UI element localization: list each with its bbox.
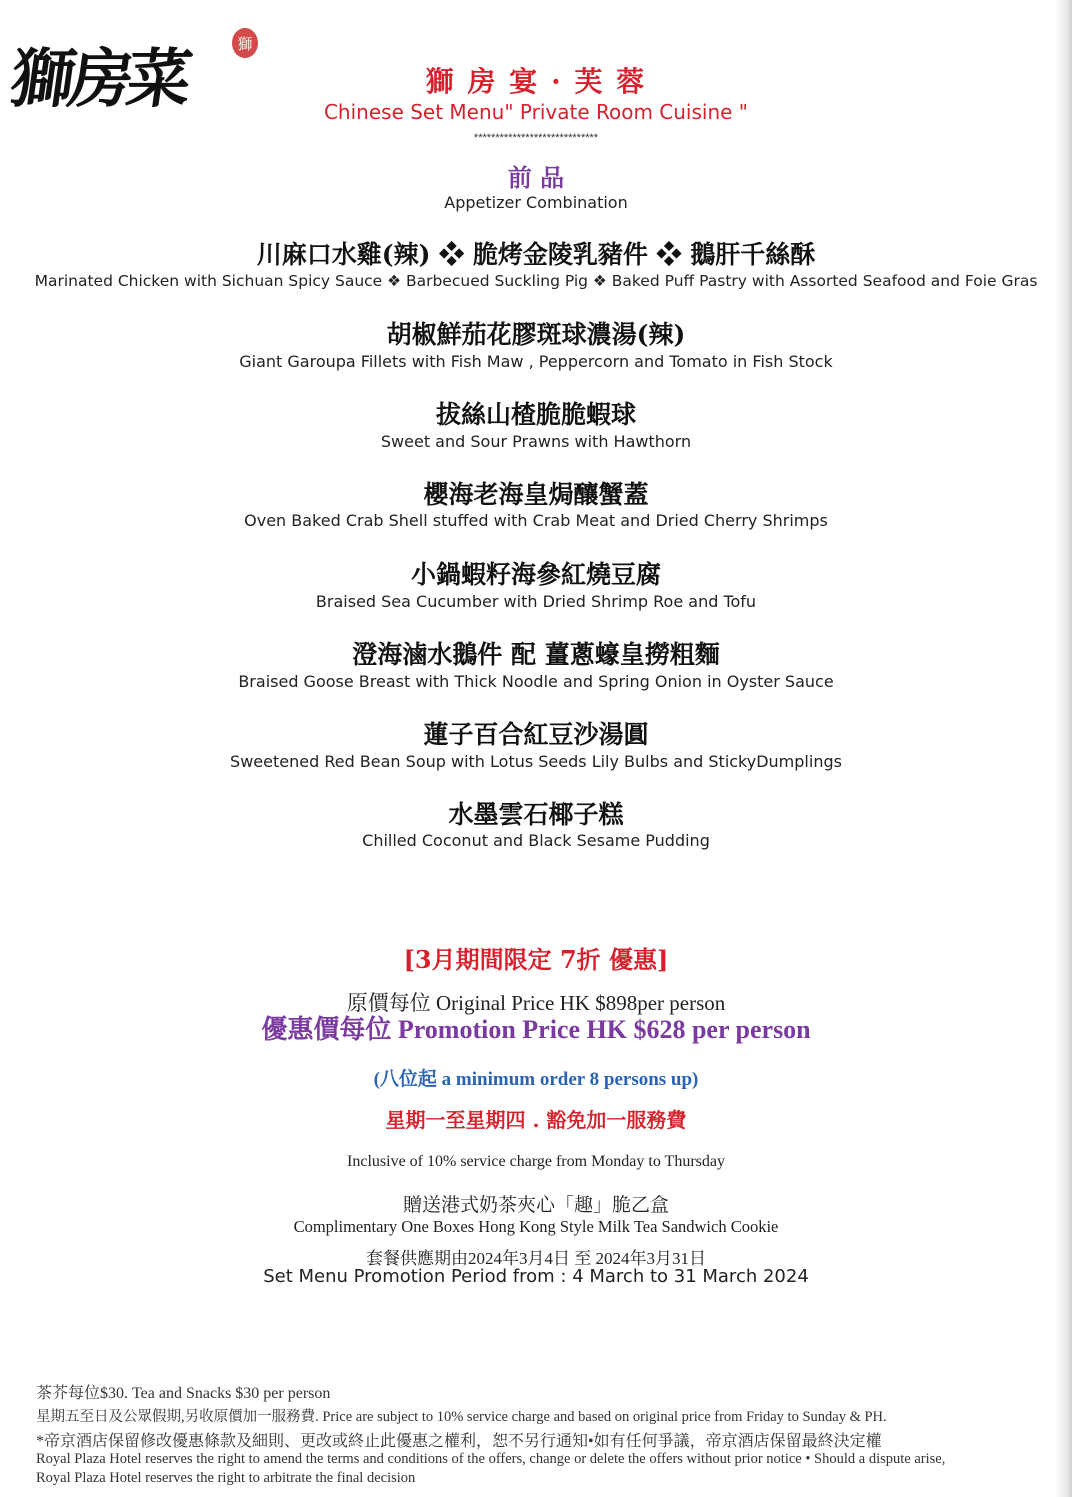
menu-title-en: Chinese Set Menu" Private Room Cuisine " [323, 100, 749, 124]
gift-cn: 贈送港式奶茶夾心「趣」脆乙盒 [402, 1195, 669, 1216]
dish-4-en: Oven Baked Crab Shell stuffed with Crab Meat and Dried Cherry Shrimps [244, 511, 828, 530]
menu-title-cn: 獅 房 宴 · 芙 蓉 [425, 65, 647, 98]
minimum-order: (八位起 a minimum order 8 persons up) [373, 1069, 699, 1090]
appetizer-heading-en: Appetizer Combination [444, 193, 628, 212]
dish-6-en: Braised Goose Breast with Thick Noodle and Spring Onion in Oyster Sauce [238, 672, 834, 691]
footer-terms-cn: *帝京酒店保留修改優惠條款及細則、更改或終止此優惠之權利，恕不另行通知•如有任何爭議，帝京酒店保留最終決定權 [36, 1433, 882, 1450]
original-price: 原價每位 Original Price HK $898per person [346, 991, 726, 1015]
dish-3-cn: 拔絲山楂脆脆蝦球 [435, 400, 636, 429]
dish-7-cn: 蓮子百合紅豆沙湯圓 [423, 720, 649, 749]
footer-terms-en-2: Royal Plaza Hotel reserves the right to arbitrate the final decision [36, 1470, 416, 1486]
footer-tea-charge: 茶芥每位$30. Tea and Snacks $30 per person [36, 1385, 331, 1402]
service-charge-cn: 星期一至星期四 . 豁免加一服務費 [385, 1108, 687, 1132]
dish-6-cn: 澄海滷水鵝件 配 薑蔥蠔皇撈粗麵 [352, 640, 720, 669]
appetizer-heading-cn: 前 品 [507, 163, 565, 192]
dish-8-en: Chilled Coconut and Black Sesame Pudding [362, 831, 710, 850]
dish-2-cn: 胡椒鮮茄花膠斑球濃湯(辣) [386, 320, 686, 349]
period-en: Set Menu Promotion Period from : 4 March to 31 March 2024 [263, 1266, 809, 1287]
dish-3-en: Sweet and Sour Prawns with Hawthorn [380, 432, 692, 451]
dish-5-cn: 小鍋蝦籽海參紅燒豆腐 [410, 560, 661, 589]
footer-weekend-charge: 星期五至日及公眾假期,另收原價加一服務費. Price are subject to 10% service charge and based on original price from Friday to Sunday & PH. [36, 1409, 887, 1425]
footer-terms-en-1: Royal Plaza Hotel reserves the right to amend the terms and conditions of the offers, change or delete the offers without prior notice • Should a dispute arise, [36, 1451, 946, 1467]
promo-headline: [3月期間限定 7折 優惠] [403, 945, 669, 974]
service-charge-en: Inclusive of 10% service charge from Monday to Thursday [347, 1153, 725, 1170]
dish-1-en: Marinated Chicken with Sichuan Spicy Sauce ❖ Barbecued Suckling Pig ❖ Baked Puff Pastry with Assorted Seafood and Foie Gras [34, 272, 1038, 290]
dish-7-en: Sweetened Red Bean Soup with Lotus Seeds Lily Bulbs and StickyDumplings [230, 752, 842, 771]
dish-4-cn: 櫻海老海皇焗釀蟹蓋 [423, 480, 649, 509]
logo-text: 獅房菜 [5, 42, 191, 117]
gift-en: Complimentary One Boxes Hong Kong Style Milk Tea Sandwich Cookie [293, 1217, 779, 1236]
period-cn: 套餐供應期由2024年3月4日 至 2024年3月31日 [366, 1249, 706, 1268]
promotion-price: 優惠價每位 Promotion Price HK $628 per person [261, 1015, 811, 1044]
dish-1-cn: 川麻口水雞(辣) ❖ 脆烤金陵乳豬件 ❖ 鵝肝千絲酥 [256, 240, 816, 269]
dish-5-en: Braised Sea Cucumber with Dried Shrimp Roe and Tofu [315, 592, 757, 611]
logo-seal: 獅 [232, 28, 258, 58]
dish-8-cn: 水墨雲石椰子糕 [448, 800, 624, 829]
title-divider: ***************************** [473, 132, 599, 144]
dish-2-en: Giant Garoupa Fillets with Fish Maw , Peppercorn and Tomato in Fish Stock [239, 352, 833, 371]
